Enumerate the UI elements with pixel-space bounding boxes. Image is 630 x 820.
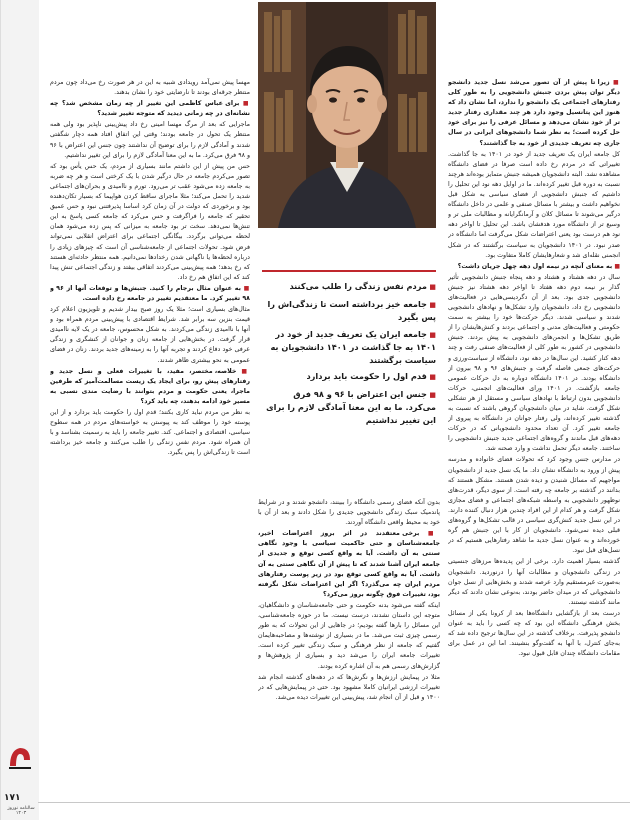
issue-label: سالنامه نوروز ۱۴۰۳ <box>7 806 35 816</box>
interview-question: ■ برای عباس کاظمی این تغییر از چه زمان مشخص شد؟ چه نشانه‌ای در چه زمانی دیدید که متوجه تغییر شدید؟ <box>50 99 250 119</box>
article-paragraph: ماجرایی که بعد از مرگ مهسا امینی رخ داد پیش‌بینی ناپذیر بود ولی همه منتظر یک تحول در جامعه بودند؛ وقتی این اتفاق افتاد همه دچار شگفتی شدند و آمادگی لازم را برای توضیح آن نداشتند چون جنس این اعتراض با ۹۶ و ۹۸ فرق می‌کرد. ما به این معنا آمادگی لازم را برای این تغییر نداشتیم. <box>50 121 250 159</box>
article-paragraph: مثلا در پیمایش ارزش‌ها و نگرش‌ها که در دهه‌های گذشته انجام شد تغییرات ارزشی ایرانیان کاملا مشهود بود. حتی در پیمایش‌هایی که در ۱۴۰۰ و قبل از آن انجام شد، پیش‌بینی این تغییرات دیده می‌شد. <box>258 673 440 701</box>
pull-quote-item: ■ جامعه خیز برداشته است تا زندگی‌اش را پس بگیرد <box>262 298 436 324</box>
interview-question: ■ زیرا تا پیش از آن تصور می‌شد نسل جدید دانشجو دیگر توان پیش بردن جنبش دانشجویی را به طور کلی رفتارهای اجتماعی یک دانشجو را ندارد، اما نشان داد که هنوز این پتانسیل وجود دارد هر چند مقداری رفتار جدید تر از خود نشان می‌دهد و مسائل عرفی را نیز برای خود حل کرده است؛ به نظر شما دانشجوهای ایرانی در سال جاری چه تعریف جدیدی از خود به جا گذاشتند؟ <box>448 78 620 149</box>
interview-question: ■ خلاصه، مختصر، مفید، با تغییرات فعلی و نسل جدید و رفتارهای پیش رو، برای ایجاد یک زیست مسالمت‌آمیز که طرفین ماجرا، یعنی حکومت و مردم بتوانند با رضایت مندی نسبی به مسیر خود ادامه بدهند، چه باید کرد؟ <box>50 367 250 407</box>
pull-quote-item: ■ جامعه ایران یک تعریف جدید از خود در ۱۴۰۱ به جا گذاشت در ۱۴۰۱ دانشجویان به سیاست برگشتند <box>262 328 436 367</box>
portrait-illustration <box>258 2 436 228</box>
portrait-photo <box>258 2 436 228</box>
pull-quote-item: ■ جنس این اعتراض با ۹۶ و ۹۸ فرق می‌کرد. ما به این معنا آمادگی لازم را برای این تغییر نداشتیم <box>262 388 436 427</box>
footer-divider <box>38 802 630 803</box>
article-column-right <box>448 78 620 798</box>
article-paragraph: درست بعد از بازگشایی دانشگاه‌ها بعد از کرونا یکی از مسائل بخش فرهنگی دانشگاه این بود که چه کسی را باید به عنوان دانشجو پذیرفت. برخلاف گذشته در این سال‌ها ترجیح داده شد که به‌جای کنترل، با آنها به گفت‌وگو بنشینند. اما این در عمل برای مقامات دانشگاه چندان قابل قبول نبود. <box>448 609 620 658</box>
article-column-middle <box>258 498 440 798</box>
article-paragraph: مهسا پیش نمی‌آمد رویدادی شبیه به این در هر صورت رخ می‌داد چون مردم منتظر جرقه‌ای بودند تا نارضایتی خود را نشان بدهند. <box>50 79 250 97</box>
article-paragraph: اینکه گفته می‌شود بدنه حکومت و حتی جامعه‌شناسان و دانشگاهیان، متوجه این داستان نشدند، درست نیست. ما در حوزه جامعه‌شناسی، این مسائل را بارها گفته بودیم؛ در جاهایی از این تحولات که به طور رسمی چیزی ثبت می‌شد. ما در بسیاری از نوشته‌ها و مصاحبه‌هایمان گفتیم که جامعه از نظر فرهنگی و سبک زندگی تغییر کرده است. تغییرات جامعه ایران را می‌شد دید و بسیاری از پژوهش‌ها و گزارش‌های رسمی هم به آن اشاره کرده بودند. <box>258 601 440 670</box>
article-paragraph: در مدارس جنس وجود کرد که تحولات فضای خانواده و مدرسه پیش از ورود به دانشگاه نشان داد. ما یک نسل جدید از دانشجویان مواجهیم که مسائل شنیدن و دیده شدن هستند. مشکل هستند که بدانند در گذشته بر جامعه چه رفته است. از سوی دیگر، قدرت‌های نوظهور دانشجویی به واسطه شبکه‌های اجتماعی و فضای مجازی شکل گرفت و هر کدام از این افراد چندین هزار دنبال کننده دارند. در این نسل جدید کنش‌گری سیاسی در قالب تشکل‌ها و گروه‌های قبلی دیده نمی‌شود. دانشجویان از کار با این جنبش هم گره خورده‌اند و به عنوان نسل جدید ما شاهد رفتارهایی هستیم که در نسل‌های قبل نبود. <box>448 456 620 555</box>
magazine-logo <box>6 742 34 772</box>
article-paragraph: بدون آنکه فضای رسمی دانشگاه را ببینند، دانشجو شدند و در شرایط پاندمیک سبک زندگی دانشجویی جدیدی را شکل دادند و بعد از آن با خود به محیط واقعی دانشگاه آوردند. <box>258 499 440 527</box>
interview-question: ■ به معنای آنچه در نیمه اول دهه چهل جریان داشت؟ <box>448 262 620 272</box>
article-paragraph: مثال‌های بسیاری است؛ مثلا یک روز صبح بیدار شدیم و تلویزیون اعلام کرد قیمت بنزین سه برابر شد. شرایط اقتصادی با پیش‌بینی مردم همراه بود و آنها با ناامیدی زندگی می‌کردند. به شکل محسوس، جامعه در یک لایه ناامیدی قرار گرفت. در بخش‌هایی از جامعه زنان و جوانان از کنشگری و زندگی عرفی خود دفاع کردند و تجربه آنها را به زمینه‌های جدید بردند. زنان در فضای عمومی به نحو بیشتری ظاهر شدند. <box>50 306 250 364</box>
pull-quote-box <box>262 270 436 490</box>
page-side-strip <box>0 0 39 820</box>
pull-quote-item: ■ مردم نفس زندگی را طلب می‌کنند <box>262 280 436 294</box>
interview-question: ■ برخی معتقدند در اثر بروز اعتراضات اخیر، جامعه‌شناسان و حتی حاکمیت سیاسی با وجود نگاهی سنتی به آن داشت. آیا به واقع کسی توقع و جدیدی از جامعه ایران آشنا شدند که تا پیش از آن نگاهی سنتی به آن داشت. آیا به واقع کسی توقع بود در زیر پوست رفتارهای مردم ایران چه می‌گذرد؟ اگر این اعتراضات شکل نگرفته بود، تغییرات فوق چگونه بروز می‌کرد؟ <box>258 529 440 600</box>
page-number: ۱۷۱ <box>4 793 21 803</box>
article-paragraph: گذشته بسیار اهمیت دارد. برخی از این پدیده‌ها مرزهای جنسیتی در زندگی دانشجویان و مطالبات آنها را درنوردید. دانشجویان به‌صورت غیرمستقیم وارد عرصه شدند و بخش‌هایی از نسل جوان دانشجویانی که در میدان حاضر بودند، به‌نوعی نشان دادند که دیگر مانند گذشته نیستند. <box>448 558 620 606</box>
logo-mark-icon <box>6 742 34 772</box>
article-column-left <box>50 78 250 798</box>
interview-question: ■ به عنوان مثال برجام را کنید. جنبش‌ها و توقعات آنها از ۹۶ و ۹۸ تغییر کرد. ما معتقدیم تغییر در جامعه رخ داده است. <box>50 284 250 304</box>
article-paragraph: کل جامعه ایران یک تعریف جدید از خود در ۱۴۰۱ به جا گذاشت. تغییراتی که در مردم رخ داده است صرفا در فضای دانشگاه مشاهده نشد. البته دانشجویان همیشه جنبش متمایز بوده‌اند هرچند نسبت به دوره قبل تغییر کرده‌اند. ما در اوایل دهه نود این تحلیل را داشتیم که جنبش دانشجویی از فضای سیاسی به شکل قبل نخواهیم داشت و بیشتر با مسائل صنفی و علمی در داخل دانشگاه درگیر می‌شوند تا مسائل کلان و آرمانگرایانه و مطالبات ملی تر و وسیع تر از دانشگاه مورد هدفشان باشد. این تحلیل تا اواخر دهه نود هم درست بود یعنی اعتراضات شکل می‌گرفت اما دانشگاه در صدر نبود. در ۱۴۰۱ دانشجویان به سیاست برگشتند که در شکل انجمنی نقله‌ای شد و شعارهایشان کاملا متفاوت بود. <box>448 150 620 259</box>
article-paragraph: به نظر من مردم نباید کاری بکنند؛ قدم اول را حکومت باید بردارد و از این پوسته خود را موظف کند به پیوستن به خواسته‌های مردم در همه سطوح سیاسی، اقتصادی و اجتماعی. کند. تغییر جامعه را باید به رسمیت بشناسد و با آن همراه شود. مردم نفس زندگی را طلب می‌کنند و جامعه خیز برداشته است تا زندگی‌اش را پس بگیرد. <box>50 409 250 457</box>
article-paragraph: حس من پیش از این داشتم مانند بسیاری از مردم، یک حس یأس بود که تصور می‌کردم جامعه در حال درگیر شدن با یک کرختی است و هر چه ضربه به جامعه زده می‌شود عقب تر می‌رود. تورم و ناامیدی و بحران‌های اجتماعی شدید را تحمل می‌کند؛ مثلا ماجرای ساقط کردن هواپیما که بسیار تکان‌دهنده بود و برخوردی که دولت در آن زمان کرد اساسا پذیرفتنی نبود و حس عمیق تحقیر که جامعه را فراگرفت و حس می‌کرد که جامعه کسی پاسخ به این تنش‌ها نمی‌دهد. سخت تر بود جامعه به میزانی که پس زده می‌شود همان لحظه می‌توانی برگردد. بیگانگی اجتماعی برای اعتراض انقلابی نمی‌تواند فرض شود. تحولات اجتماعی از جامعه‌شناسی آن است که چیزهای زیادی را درباره لحظه‌ها یا ناگهانی شدن رخدادها نمی‌دانیم. همه منتظر حادثه‌ای هستند که رخ بدهد؛ همه پیش‌بینی می‌کردند اتفاقی بیفتد و زندگی اجتماعی تنش پیدا کند که این اتفاق هم رخ داد. <box>50 162 250 281</box>
pull-quote-item: ■ قدم اول را حکومت باید بردارد <box>262 370 436 384</box>
article-paragraph: سال در دهه هشتاد و هشتاد و دهه پنجاه جنبش دانشجویی تأثیر گذار بر نیمه دوم دهه هفتاد تا اواخر دهه هشتاد نیز جنبش دانشجویی جدی بود. بعد از آن دگردیسی‌هایی در فعالیت‌های دانشجویی رخ داد، دانشجویان وارد تشکل‌ها و نهادهای دانشجویی شدند و سیاسی شدند. دیگر حرکت‌ها خود را بیشتر به سمت حکومتی و فعالیت‌های مدنی و اجتماعی بردند و کنش‌هایشان را از طریق تشکل‌ها و انجمن‌های دانشجویی به پیش بردند. جنبش دانشجویی در کشور به طور کلی از فعالیت‌های صنفی رفت و چند دهه کنار کشید. این سال‌ها در دهه نود، دانشگاه از سیاست‌ورزی و حرکت‌های جمعی فاصله گرفت و جنبش‌های ۹۶ و ۹۸ بیرون از دانشگاه بودند. در ۱۴۰۱ دانشگاه دوباره به دل حرکات عمومی جامعه بازگشت. در ۱۴۰۱ ورای فعالیت‌های انجمنی، حرکات دانشجویی بدون ارتباط با نهادهای سیاسی و مستقل از هر تشکلی شکل گرفت. شاید در میان دانشجویان گروهی باشند که نسبت به گذشته تغییر کرده‌اند، ولی رفتار جوانان در دانشگاه به پیروی از جامعه تغییر کرد. آن تعداد محدود دانشجویانی که در حرکات دهه‌های قبل ماندند و گروه‌های اجتماعی جدید جنبش دانشجویی را ساختند. جامعه دیگر تحمل نداشت و وارد صحنه شد. <box>448 273 620 453</box>
